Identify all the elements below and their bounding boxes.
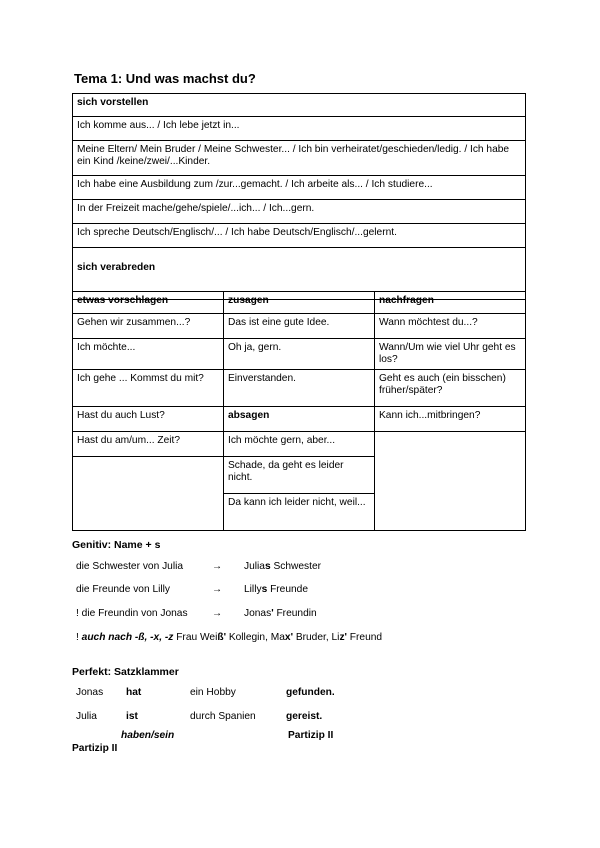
- cell-empty: [73, 457, 224, 531]
- cell: Einverstanden.: [224, 370, 375, 407]
- verabreden-heading: sich verabreden: [73, 248, 526, 300]
- genitiv-row: die Freunde von Lilly → Lillys Freunde: [76, 584, 309, 595]
- perfekt-row: Julia ist durch Spanien gereist.: [76, 711, 323, 722]
- genitiv-row: die Schwester von Julia → Julias Schwester: [76, 561, 322, 572]
- label-haben-sein: haben/sein: [121, 730, 175, 741]
- perfekt-row: Jonas hat ein Hobby gefunden.: [76, 687, 335, 698]
- cell: Gehen wir zusammen...?: [73, 314, 224, 339]
- intro-row: Ich spreche Deutsch/Englisch/... / Ich habe Deutsch/Englisch/...gelernt.: [73, 224, 526, 248]
- label-partizip: Partizip II: [288, 730, 334, 741]
- cell: Ich gehe ... Kommst du mit?: [73, 370, 224, 407]
- cell: Schade, da geht es leider nicht.: [224, 457, 375, 494]
- date-table: [72, 291, 526, 531]
- col-head-zusagen: zusagen: [224, 292, 375, 314]
- page-title: Tema 1: Und was machst du?: [74, 71, 256, 86]
- cell: Hast du am/um... Zeit?: [73, 432, 224, 457]
- col-head-vorschlagen: etwas vorschlagen: [73, 292, 224, 314]
- cell-empty: [375, 432, 526, 531]
- cell: Wann/Um wie viel Uhr geht es los?: [375, 339, 526, 370]
- intro-row: Ich habe eine Ausbildung zum /zur...gemacht. / Ich arbeite als... / Ich studiere...: [73, 176, 526, 200]
- cell: Ich möchte gern, aber...: [224, 432, 375, 457]
- intro-table: [72, 93, 526, 300]
- cell: Kann ich...mitbringen?: [375, 407, 526, 432]
- intro-row: In der Freizeit mache/gehe/spiele/...ich... / Ich...gern.: [73, 200, 526, 224]
- cell: Oh ja, gern.: [224, 339, 375, 370]
- arrow-icon: →: [212, 608, 223, 619]
- col-head-absagen: absagen: [224, 407, 375, 432]
- label-partizip-2: Partizip II: [72, 743, 118, 754]
- genitiv-note: ! auch nach -ß, -x, -z Frau Weiß' Kollegin, Max' Bruder, Liz' Freund: [76, 632, 383, 643]
- cell: Da kann ich leider nicht, weil...: [224, 494, 375, 531]
- intro-row: Ich komme aus... / Ich lebe jetzt in...: [73, 117, 526, 141]
- perfekt-title: Perfekt: Satzklammer: [72, 666, 179, 678]
- arrow-icon: →: [212, 584, 223, 595]
- cell: Hast du auch Lust?: [73, 407, 224, 432]
- cell: Das ist eine gute Idee.: [224, 314, 375, 339]
- cell: Wann möchtest du...?: [375, 314, 526, 339]
- intro-row: Meine Eltern/ Mein Bruder / Meine Schwester... / Ich bin verheiratet/geschieden/ledig. / Ich habe ein Kind /keine/zwei/...Kinder.: [73, 141, 526, 176]
- col-head-nachfragen: nachfragen: [375, 292, 526, 314]
- cell: Geht es auch (ein bisschen) früher/später?: [375, 370, 526, 407]
- genitiv-row: ! die Freundin von Jonas → Jonas' Freundin: [76, 608, 317, 619]
- cell: Ich möchte...: [73, 339, 224, 370]
- arrow-icon: →: [212, 561, 223, 572]
- genitiv-title: Genitiv: Name + s: [72, 539, 161, 551]
- intro-heading: sich vorstellen: [73, 94, 526, 117]
